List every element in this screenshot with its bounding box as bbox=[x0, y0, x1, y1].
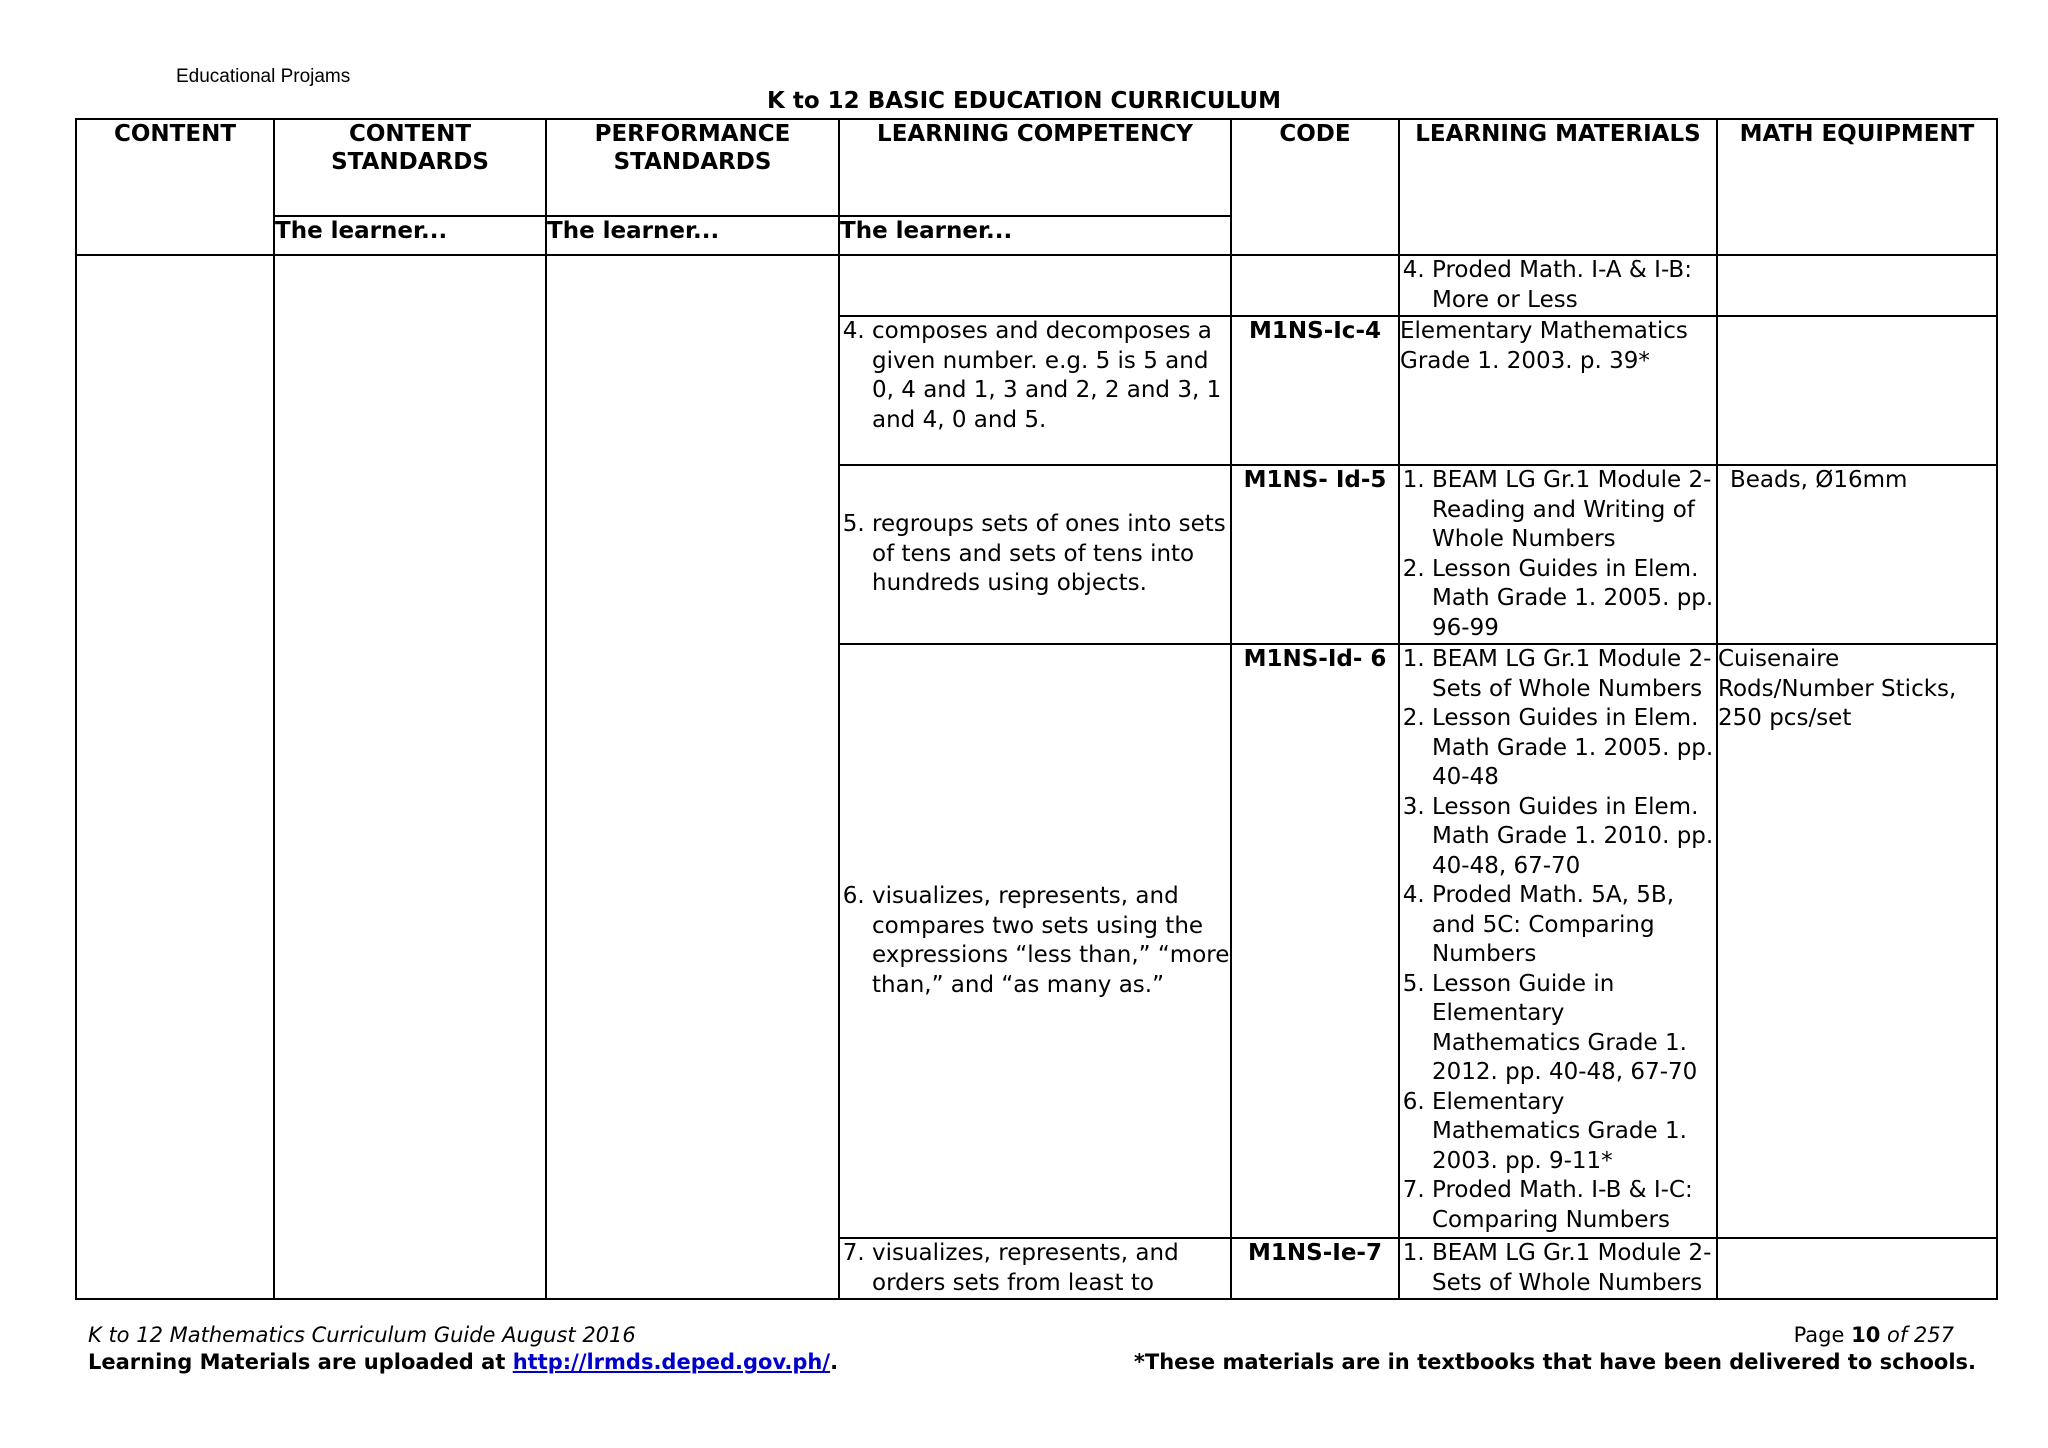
document-title: K to 12 BASIC EDUCATION CURRICULUM bbox=[767, 88, 1281, 114]
competency-cell bbox=[839, 316, 1231, 465]
list-item: 1. BEAM LG Gr.1 Module 2- Reading and Writing of Whole Numbers bbox=[1432, 466, 1716, 555]
lrmds-link[interactable]: http://lrmds.deped.gov.ph/ bbox=[512, 1350, 831, 1374]
list-item: 1. BEAM LG Gr.1 Module 2- Sets of Whole Numbers bbox=[1432, 645, 1716, 704]
header-content-standards: CONTENT STANDARDS bbox=[274, 119, 546, 216]
competency-cell bbox=[839, 465, 1231, 644]
list-item: 4. Proded Math. I-A & I-B: More or Less bbox=[1432, 256, 1716, 315]
list-item: 5. regroups sets of ones into sets of tens and sets of tens into hundreds using objects. bbox=[872, 510, 1230, 599]
code-cell: M1NS- Id-5 bbox=[1231, 465, 1399, 644]
code-cell: M1NS-Ie-7 bbox=[1231, 1238, 1399, 1299]
uploaded-suffix: . bbox=[830, 1350, 839, 1374]
materials-cell: Elementary Mathematics Grade 1. 2003. p. 39* bbox=[1399, 316, 1717, 465]
list-item: 2. Lesson Guides in Elem. Math Grade 1. 2005. pp. 96-99 bbox=[1432, 555, 1716, 644]
competency-list bbox=[840, 1239, 1230, 1298]
materials-list bbox=[1400, 256, 1716, 315]
materials-cell bbox=[1399, 1238, 1717, 1299]
code-cell: M1NS-Id- 6 bbox=[1231, 644, 1399, 1238]
curriculum-table bbox=[75, 118, 1998, 1300]
header-learning-materials: LEARNING MATERIALS bbox=[1399, 119, 1717, 255]
list-item: 7. visualizes, represents, and orders sets from least to bbox=[872, 1239, 1230, 1298]
list-item: 4. composes and decomposes a given number. e.g. 5 is 5 and 0, 4 and 1, 3 and 2, 2 and 3, 1 and 4, 0 and 5. bbox=[872, 317, 1230, 435]
page-total: of 257 bbox=[1880, 1323, 1954, 1347]
list-item: 6. visualizes, represents, and compares two sets using the expressions “less than,” “more than,” and “as many as.” bbox=[872, 882, 1230, 1000]
page-number: 10 bbox=[1851, 1323, 1881, 1347]
list-item: 4. Proded Math. 5A, 5B, and 5C: Comparing Numbers bbox=[1432, 881, 1716, 970]
content-standards-cell bbox=[274, 255, 546, 1299]
table-row bbox=[76, 255, 1997, 316]
competency-cell bbox=[839, 644, 1231, 1238]
competency-list bbox=[840, 317, 1230, 435]
footer-right bbox=[1134, 1322, 1976, 1376]
competency-cell bbox=[839, 255, 1231, 316]
list-item: 7. Proded Math. I-B & I-C: Comparing Numbers bbox=[1432, 1176, 1716, 1235]
watermark-text: Educational Projams bbox=[176, 66, 351, 87]
competency-list bbox=[840, 882, 1230, 1000]
materials-cell bbox=[1399, 465, 1717, 644]
learner-label: The learner... bbox=[839, 216, 1231, 255]
list-item: 5. Lesson Guide in Elementary Mathematics Grade 1. 2012. pp. 40-48, 67-70 bbox=[1432, 970, 1716, 1088]
list-item: 2. Lesson Guides in Elem. Math Grade 1. 2005. pp. 40-48 bbox=[1432, 704, 1716, 793]
equipment-cell bbox=[1717, 255, 1997, 316]
competency-cell bbox=[839, 1238, 1231, 1299]
header-code: CODE bbox=[1231, 119, 1399, 255]
page-indicator bbox=[1134, 1322, 1954, 1349]
uploaded-line bbox=[88, 1349, 838, 1376]
equipment-cell: Cuisenaire Rods/Number Sticks, 250 pcs/set bbox=[1717, 644, 1997, 1238]
list-item: 6. Elementary Mathematics Grade 1. 2003. pp. 9-11* bbox=[1432, 1088, 1716, 1177]
materials-list bbox=[1400, 466, 1716, 643]
header-learning-competency: LEARNING COMPETENCY bbox=[839, 119, 1231, 216]
footer-left bbox=[88, 1322, 838, 1376]
competency-list bbox=[840, 510, 1230, 599]
list-item: 3. Lesson Guides in Elem. Math Grade 1. 2010. pp. 40-48, 67-70 bbox=[1432, 793, 1716, 882]
header-performance-standards: PERFORMANCE STANDARDS bbox=[546, 119, 839, 216]
code-cell: M1NS-Ic-4 bbox=[1231, 316, 1399, 465]
materials-list bbox=[1400, 1239, 1716, 1298]
equipment-cell: Beads, Ø16mm bbox=[1717, 465, 1997, 644]
equipment-cell bbox=[1717, 316, 1997, 465]
materials-list bbox=[1400, 645, 1716, 1235]
uploaded-prefix: Learning Materials are uploaded at bbox=[88, 1350, 513, 1374]
performance-standards-cell bbox=[546, 255, 839, 1299]
materials-cell bbox=[1399, 255, 1717, 316]
code-cell bbox=[1231, 255, 1399, 316]
materials-cell bbox=[1399, 644, 1717, 1238]
equipment-cell bbox=[1717, 1238, 1997, 1299]
list-item: 1. BEAM LG Gr.1 Module 2- Sets of Whole Numbers bbox=[1432, 1239, 1716, 1298]
header-content: CONTENT bbox=[76, 119, 274, 255]
guide-title: K to 12 Mathematics Curriculum Guide August 2016 bbox=[88, 1323, 636, 1347]
header-math-equipment: MATH EQUIPMENT bbox=[1717, 119, 1997, 255]
learner-label: The learner... bbox=[274, 216, 546, 255]
content-cell bbox=[76, 255, 274, 1299]
textbook-note: *These materials are in textbooks that have been delivered to schools. bbox=[1133, 1350, 1976, 1374]
learner-label: The learner... bbox=[546, 216, 839, 255]
page-label: Page bbox=[1793, 1323, 1852, 1347]
